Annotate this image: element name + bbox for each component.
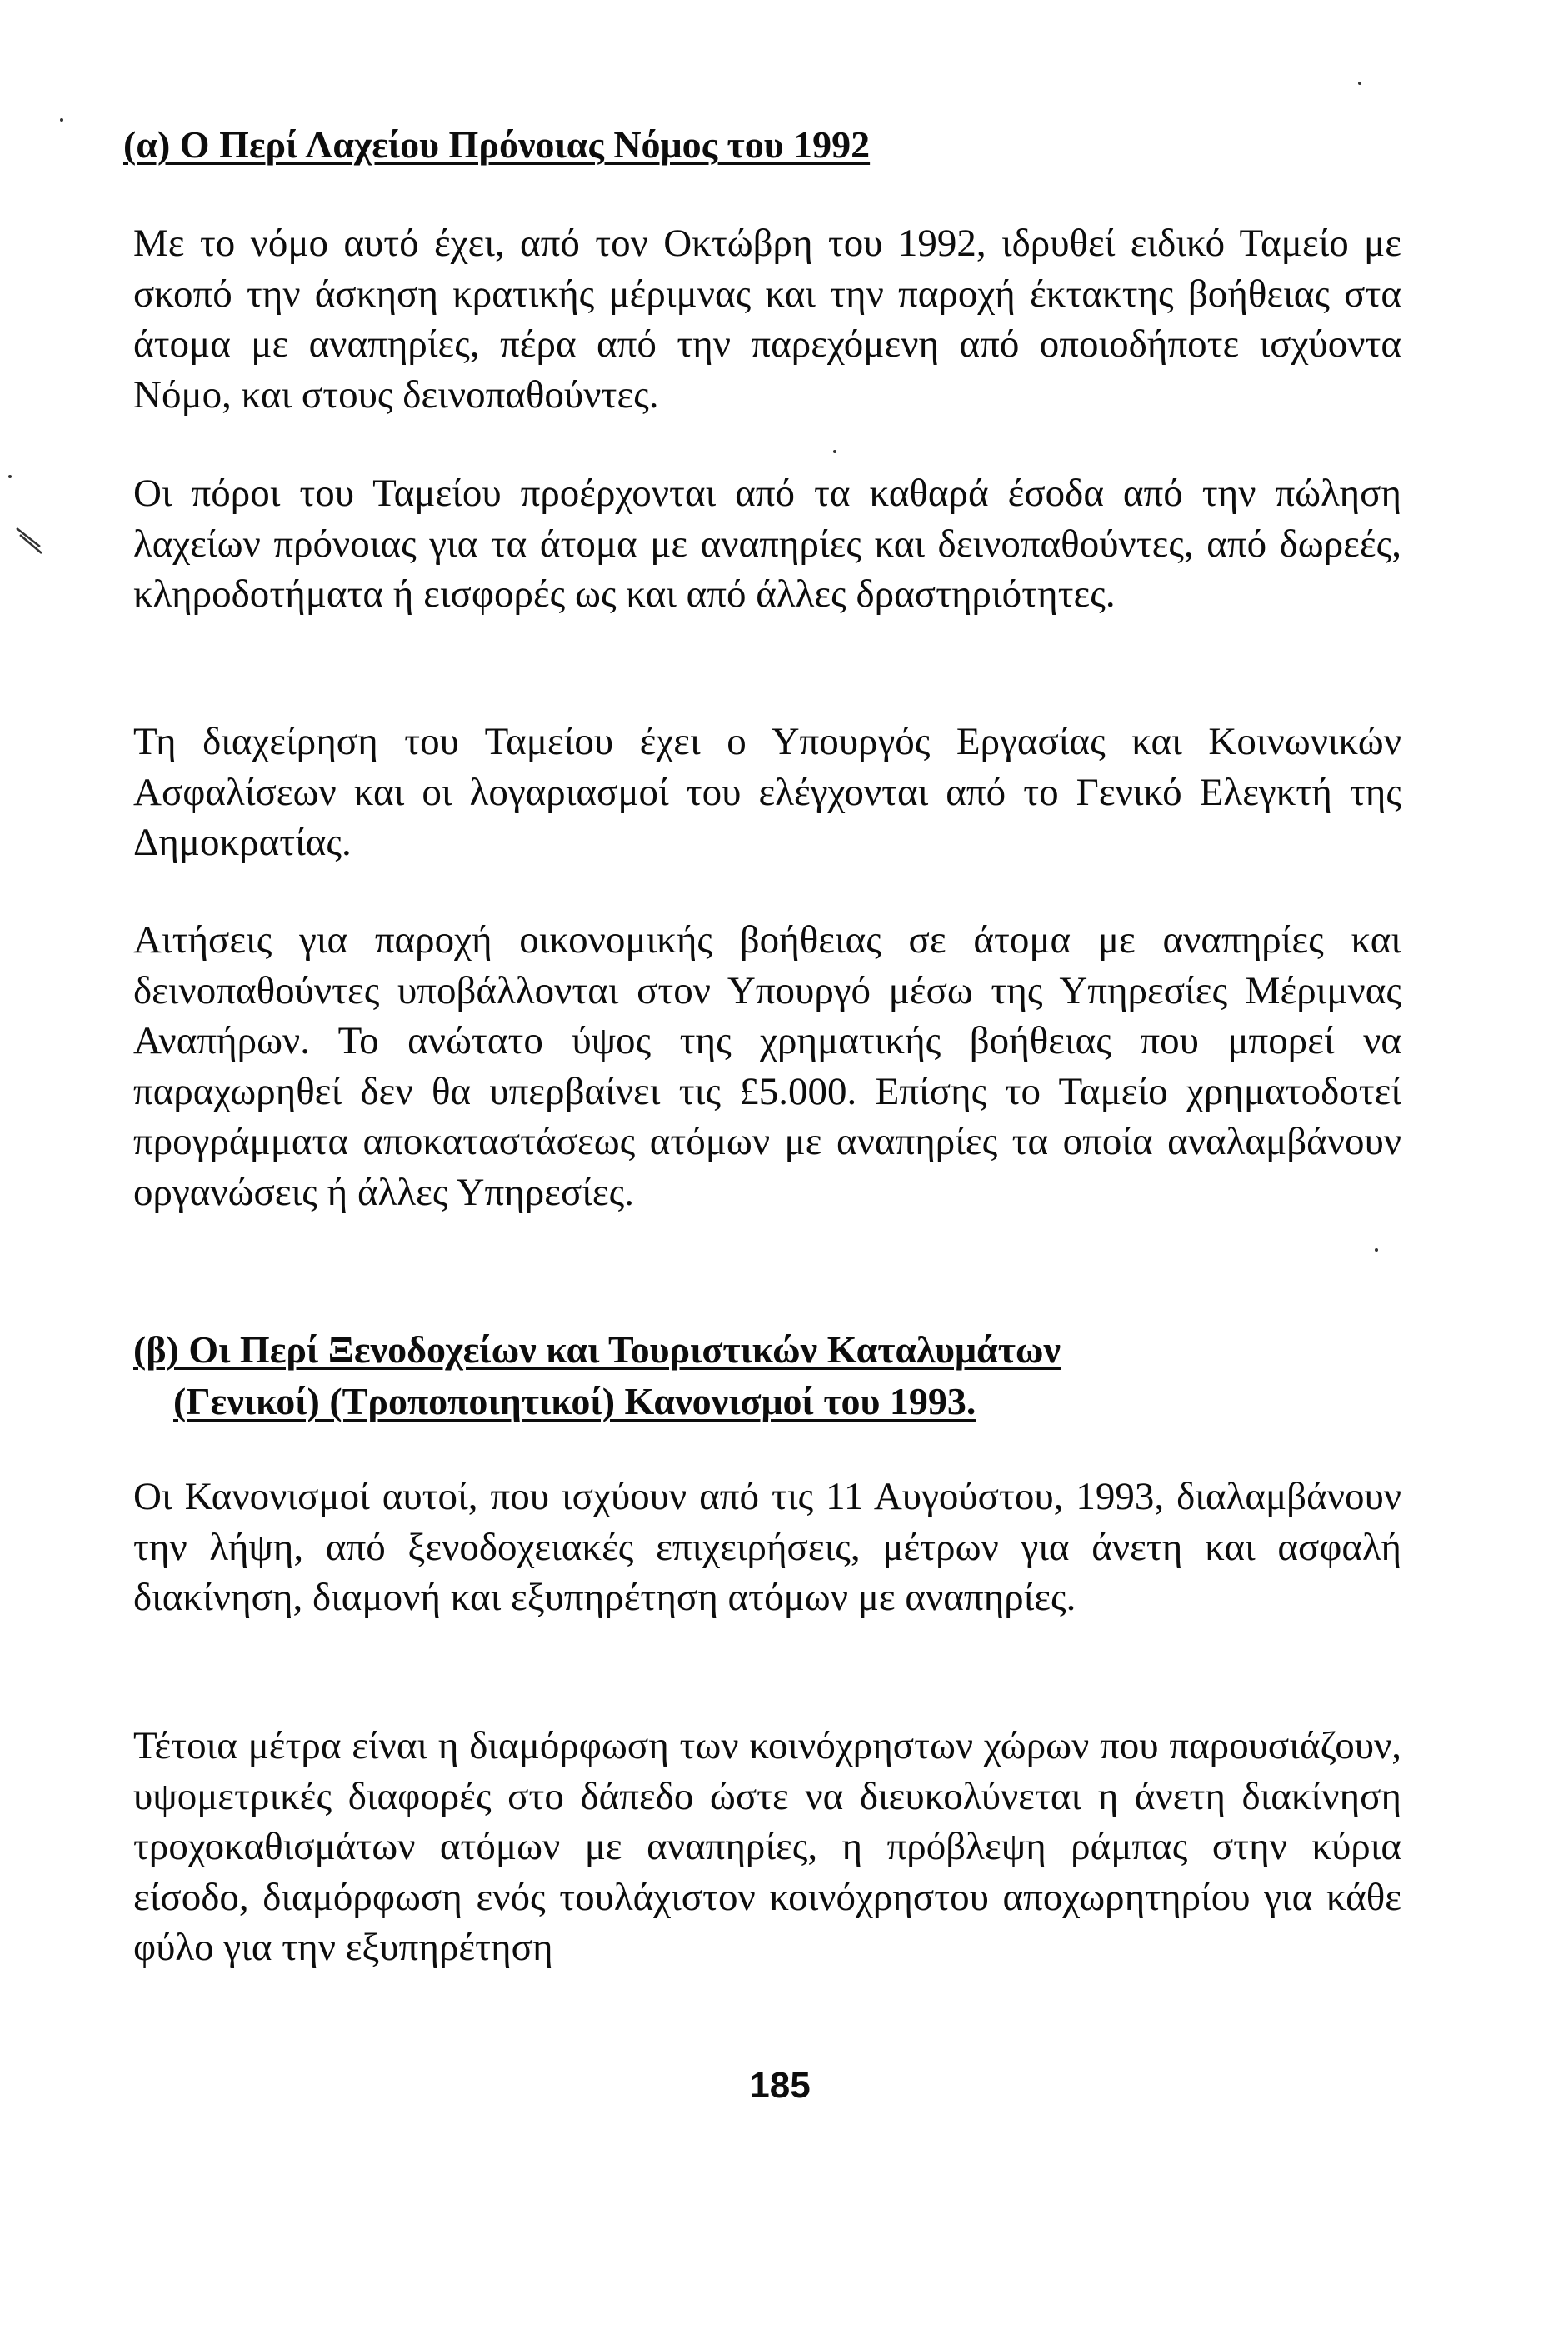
margin-pencil-mark (15, 525, 45, 558)
scan-speck (1358, 82, 1361, 85)
scan-speck (1375, 1248, 1378, 1252)
section-a-heading: (α) Ο Περί Λαχείου Πρόνοιας Νόμος του 1992 (123, 123, 871, 166)
section-b-paragraph-1: Οι Κανονισμοί αυτοί, που ισχύουν από τις 11 Αυγούστου, 1993, διαλαμβάνουν την λήψη, από ξενοδοχειακές επιχειρήσεις, μέτρων για άνετη και ασφαλή διακίνηση, διαμονή και εξυπηρέτηση ατόμων με αναπηρίες. (133, 1475, 1401, 1619)
scan-speck (8, 475, 12, 478)
section-a-paragraph-4: Αιτήσεις για παροχή οικονομικής βοήθειας σε άτομα με αναπηρίες και δεινοπαθούντες υποβάλλονται στον Υπουργό μέσω της Υπηρεσίες Μέριμνας Αναπήρων. Το ανώτατο ύψος της χρηματικής βοήθειας που μπορεί να παραχωρηθεί δεν θα υπερβαίνει τις £5.000. Επίσης το Ταμείο χρηματοδοτεί προγράμματα αποκαταστάσεως ατόμων με αναπηρίες τα οποία αναλαμβάνουν οργανώσεις ή άλλες Υπηρεσίες. (133, 918, 1401, 1214)
section-a-paragraph-1: Με το νόμο αυτό έχει, από τον Οκτώβρη του 1992, ιδρυθεί ειδικό Ταμείο με σκοπό την άσκηση κρατικής μέριμνας και την παροχή έκτακτης βοήθειας στα άτομα με αναπηρίες, πέρα από την παρεχόμενη από οποιοδήποτε ισχύοντα Νόμο, και στους δεινοπαθούντες. (133, 222, 1401, 417)
scan-speck (833, 450, 836, 453)
section-b-paragraph-2: Τέτοια μέτρα είναι η διαμόρφωση των κοινόχρηστων χώρων που παρουσιάζουν, υψομετρικές διαφορές στο δάπεδο ώστε να διευκολύνεται η άνετη διακίνηση τροχοκαθισμάτων ατόμων με αναπηρίες, η πρόβλεψη ράμπας στην κύρια είσοδο, διαμόρφωση ενός τουλάχιστον κοινόχρηστου αποχωρητηρίου για κάθε φύλο για την εξυπηρέτηση (133, 1724, 1401, 1969)
page-number: 185 (749, 2065, 811, 2106)
section-b-heading-line-2: (Γενικοί) (Τροποποιητικοί) Κανονισμοί του 1993. (173, 1380, 976, 1422)
section-a-paragraph-2: Οι πόροι του Ταμείου προέρχονται από τα καθαρά έσοδα από την πώληση λαχείων πρόνοιας για τα άτομα με αναπηρίες και δεινοπαθούντες, από δωρεές, κληροδοτήματα ή εισφορές ως και από άλλες δραστηριότητες. (133, 472, 1401, 616)
section-a-paragraph-3: Τη διαχείρηση του Ταμείου έχει ο Υπουργός Εργασίας και Κοινωνικών Ασφαλίσεων και οι λογαριασμοί του ελέγχονται από το Γενικό Ελεγκτή της Δημοκρατίας. (133, 720, 1401, 864)
scan-speck (60, 118, 63, 122)
section-b-heading-line-1: (β) Οι Περί Ξενοδοχείων και Τουριστικών Καταλυμάτων (133, 1328, 1061, 1371)
